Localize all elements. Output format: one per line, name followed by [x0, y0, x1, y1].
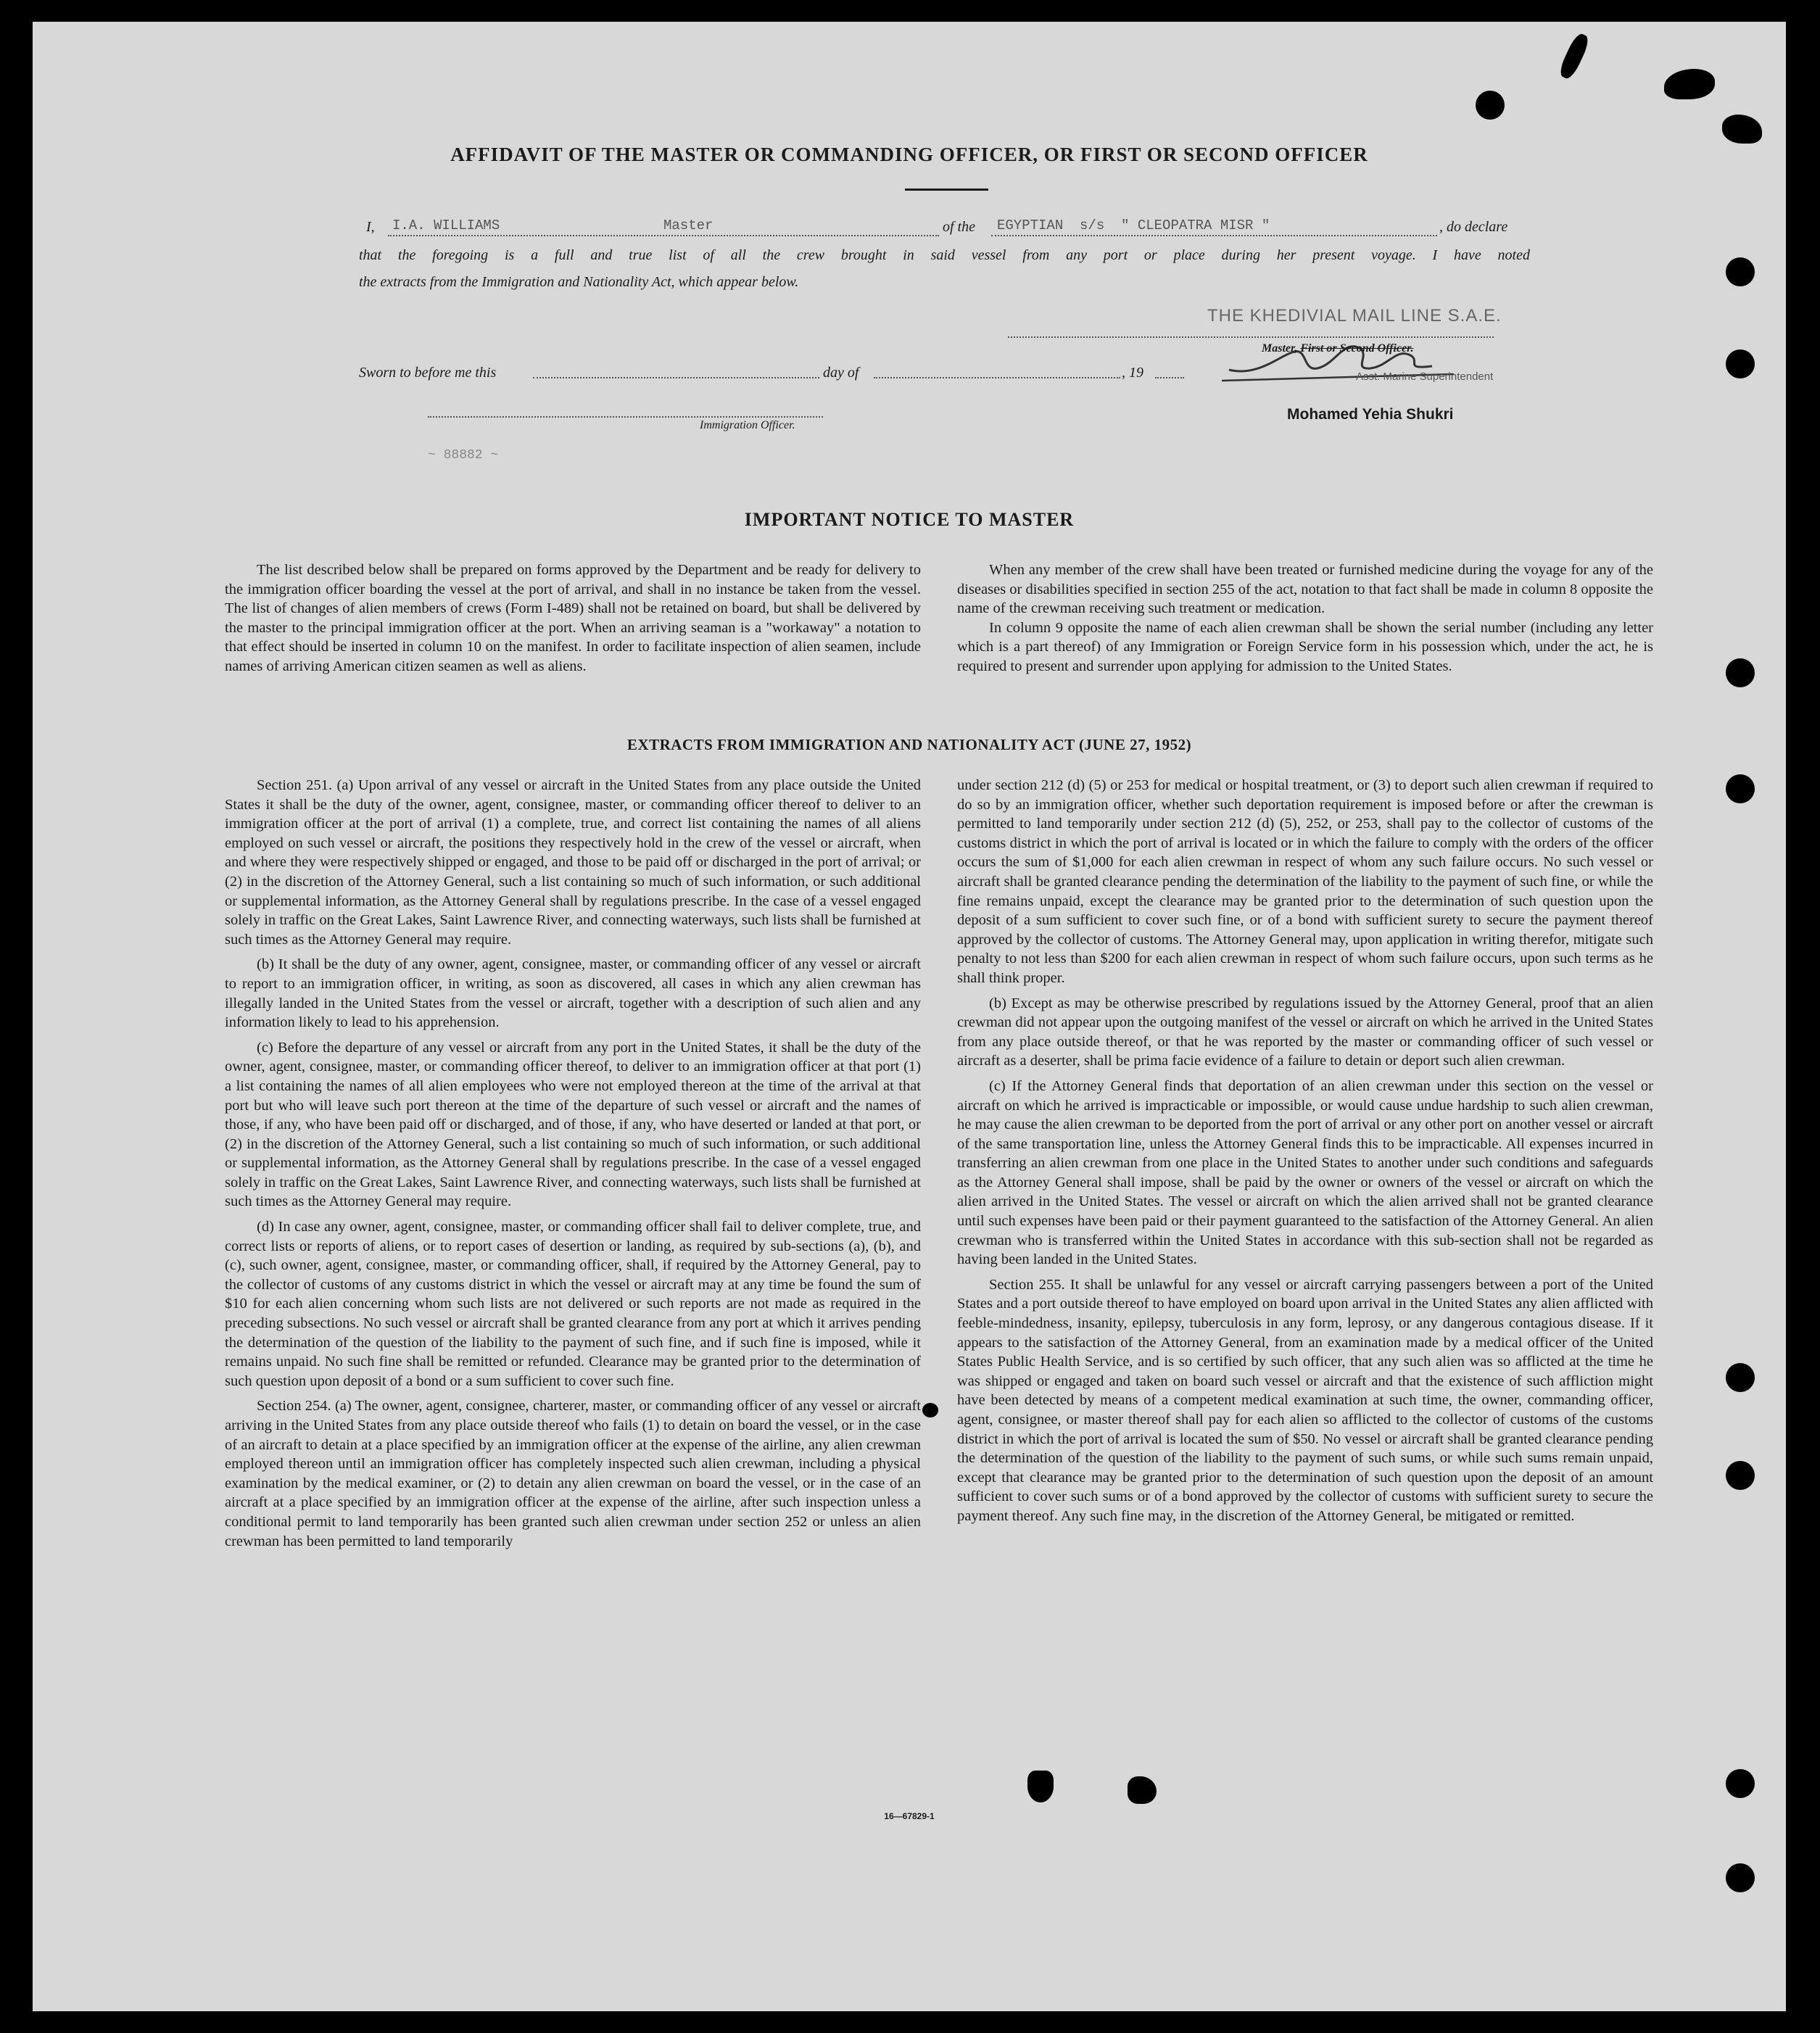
month-field — [874, 377, 1120, 378]
vessel-fill: EGYPTIAN s/s " CLEOPATRA MISR " — [997, 218, 1270, 233]
punch-hole — [1726, 1363, 1755, 1392]
signature-caption-struck: First or Second Officer. — [1300, 342, 1414, 355]
rank-fill: Master — [663, 218, 713, 233]
company-stamp: THE KHEDIVIAL MAIL LINE S.A.E. — [1207, 306, 1502, 326]
signature-caption — [1262, 342, 1414, 355]
section-254-a-cont: under section 212 (d) (5) or 253 for medical or hospital treatment, or (3) to deport such alien crewman if required to do so by an immigration officer, whether such deportation requirement is imposed before or after the crewman is permitted to land temporarily under section 212 (d) (5), 252, or 253, shall pay to the collector of customs of the customs district in which the port of arrival is located or in which the failure to comply with the orders of the officer occurs the sum of $1,000 for each alien crewman in respect of whom any such failure occurs. No such vessel or aircraft shall be granted clearance pending the determination of the liability to the payment of such fine, or while the fine remains unpaid, except the clearance may be granted prior to the determination of such question upon the deposit of a sum sufficient to cover such fine, or of a bond with sufficient surety to secure the payment thereof approved by the collector of customs. The Attorney General may, upon application in writing therefor, mitigate such penalty to not less than $200 for each alien crewman in respect of whom such failure occurs, upon such terms as he shall think proper. — [957, 777, 1653, 986]
declaration-i: I, — [366, 219, 375, 235]
day-of-label: day of — [823, 365, 859, 381]
title-rule — [905, 189, 988, 191]
punch-hole — [1726, 774, 1755, 803]
sworn-label: Sworn to before me this — [359, 365, 497, 381]
notice-left-column — [225, 560, 921, 682]
ink-blot — [1128, 1776, 1157, 1804]
do-declare: , do declare — [1439, 219, 1508, 235]
ink-blot — [1664, 69, 1715, 99]
notice-right-para-1: When any member of the crew shall have been treated or furnished medicine during the voyage for any of the diseases or disabilities specified in section 255 of the act, notation to that fact shall be made in column 8 opposite the name of the crewman receiving such treatment or medication. — [957, 562, 1653, 617]
section-251-d: (d) In case any owner, agent, consignee, master, or commanding officer shall fail to deliver complete, true, and correct lists or reports of aliens, or to report cases of desertion or landing, as required by sub-sections (a), (b), and (c), such owner, agent, consignee, master, or commanding officer, shall, if required by the Attorney General, pay to the collector of customs of any customs district in which the vessel or aircraft may at any time be found the sum of $10 for each alien concerning whom such lists are not delivered or such reports are not made as required in the preceding subsections. No such vessel or aircraft shall be granted clearance from any port at which it arrives pending the determination of the question of the liability to the payment of such fine, and if such fine is imposed, while it remains unpaid. No such fine shall be remitted or refunded. Clearance may be granted prior to the determination of such question upon deposit of a bond or a sum sufficient to cover such fine. — [225, 1219, 921, 1389]
section-254-c: (c) If the Attorney General finds that deportation of an alien crewman under this section on the vessel or aircraft on which he arrived is impracticable or impossible, or would cause undue hardship to such alien crewman, he may cause the alien crewman to be deported from the port of arrival or any other port on another vessel or aircraft of the same transportation line, unless the Attorney General finds this to be impracticable. All expenses incurred in transferring an alien crewman from one place in the United States to another under such conditions and safeguards as the Attorney General shall impose, shall be paid by the owner or owners of the vessel or aircraft on which the alien arrived in the United States. The vessel or aircraft on which the alien arrived shall not be granted clearance until such expenses have been paid or their payment guaranteed to the satisfaction of the Attorney General. An alien crewman who is transferred within the United States in accordance with this sub-section shall not be regarded as having been landed in the United States. — [957, 1077, 1653, 1268]
declaration-text-1: that the foregoing is a full and true list of all the crew brought in said vessel from any port or place during her present voyage. I have noted — [359, 247, 1530, 263]
punch-hole — [1726, 1461, 1755, 1490]
form-number: 16—67829-1 — [884, 1811, 935, 1821]
affidavit-title: AFFIDAVIT OF THE MASTER OR COMMANDING OFFICER, OR FIRST OR SECOND OFFICER — [450, 144, 1368, 165]
officer-signature-line — [428, 416, 823, 418]
ink-blot — [1557, 31, 1591, 80]
ink-blot — [1722, 115, 1762, 144]
section-254-b: (b) Except as may be otherwise prescribed by regulations issued by the Attorney General, proof that an alien crewman did not appear upon the outgoing manifest of the vessel or aircraft on which he arrived in the United States from any place outside thereof, or that he was reported by the master or commanding officer of such vessel or aircraft as a deserter, shall be prima facie evidence of a failure to detain or deport such alien crewman. — [957, 995, 1653, 1069]
stamp-name: Mohamed Yehia Shukri — [1287, 406, 1454, 423]
punch-hole — [1726, 658, 1755, 687]
vessel-field — [991, 218, 1437, 236]
punch-hole — [1726, 257, 1755, 286]
year-field — [1155, 377, 1184, 378]
notice-right-column — [957, 560, 1653, 682]
notice-title: IMPORTANT NOTICE TO MASTER — [744, 509, 1075, 530]
extracts-title: EXTRACTS FROM IMMIGRATION AND NATIONALITY ACT (JUNE 27, 1952) — [626, 736, 1192, 753]
ink-blot — [922, 1403, 938, 1417]
name-fill: I.A. WILLIAMS — [392, 218, 500, 233]
section-251-c: (c) Before the departure of any vessel or aircraft from any port in the United States, it shall be the duty of the owner, agent, consignee, master, or commanding officer thereof, to deliver to an immigration officer at that port (1) a list containing the names of all alien employees who were not employed thereon at the time of the arrival at that port but who will leave such port thereon at the time of the departure of such vessel or aircraft and the names of those, if any, who have been paid off or discharged, and of those, if any, who have deserted or landed at that port, or (2) in the discretion of the Attorney General, such a list containing so much of such information, or such additional or supplemental information, as the Attorney General shall by regulations prescribe. In the case of a vessel engaged solely in traffic on the Great Lakes, Saint Lawrence River, and connecting waterways, such lists shall be furnished at such times as the Attorney General may require. — [225, 1039, 921, 1210]
name-field — [388, 218, 939, 236]
document-page — [33, 22, 1786, 2011]
notice-left-para: The list described below shall be prepared on forms approved by the Department and be ready for delivery to the immigration officer boarding the vessel at the port of arrival, and shall in no instance be taken from the vessel. The list of changes of alien members of crews (Form I-489) shall not be retained on board, but shall be delivered by the master to the principal immigration officer at the port. When an arriving seaman is a "workaway" a notation to that effect should be inserted in column 10 on the manifest. In order to facilitate inspection of alien seamen, include names of arriving American citizen seamen as well as aliens. — [225, 562, 921, 674]
notice-right-para-2: In column 9 opposite the name of each alien crewman shall be shown the serial number (including any letter which is a part thereof) of any Immigration or Foreign Service form in his possession which, under the act, he is required to present and surrender upon applying for admission to the United States. — [957, 619, 1653, 674]
pencil-note: ~ 88882 ~ — [428, 448, 499, 463]
section-255: Section 255. It shall be unlawful for any vessel or aircraft carrying passengers between a port of the United States and a port outside thereof to have employed on board upon arrival in the United States any alien afflicted with feeble-mindedness, insanity, epilepsy, tuberculosis in any form, leprosy, or any dangerous contagious disease. If it appears to the satisfaction of the Attorney General, from an examination made by a medical officer of the United States Public Health Service, and is so certified by such officer, that any such alien was so afflicted at the time he was shipped or engaged and taken on board such vessel or aircraft and that the existence of such affliction might have been detected by means of a competent medical examination at such time, the owner, commanding officer, agent, consignee, or master thereof shall pay for each alien so afflicted to the collector of customs of the customs district in which the port of arrival is located the sum of $50. No vessel or aircraft shall be granted clearance pending the determination of the question of the liability to the payment of such sums, or while such sums remain unpaid, except that clearance may be granted prior to the determination of such question upon the deposit of an amount sufficient to cover such sums or of a bond approved by the collector of customs with sufficient surety to secure the payment thereof. Any such fine may, in the discretion of the Attorney General, be mitigated or remitted. — [957, 1276, 1653, 1524]
section-254-a: Section 254. (a) The owner, agent, consignee, charterer, master, or commanding officer of any vessel or aircraft arriving in the United States from any place outside thereof who fails (1) to detain on board the vessel, or in the case of an aircraft to detain at a place specified by an immigration officer at the expense of the airline, any alien crewman employed thereon until an immigration officer has completely inspected such alien crewman, including a physical examination by the medical examiner, or (2) to detain any alien crewman on board the vessel, or in the case of an aircraft at a place specified by an immigration officer at the expense of the airline, after such inspection unless a conditional permit to land temporarily has been granted such alien crewman under section 252 or unless an alien crewman has been permitted to land temporarily — [225, 1398, 921, 1549]
punch-hole — [1476, 91, 1505, 120]
punch-hole — [1726, 1769, 1755, 1798]
officer-caption: Immigration Officer. — [700, 419, 795, 431]
section-251-a: Section 251. (a) Upon arrival of any vessel or aircraft in the United States from any place outside the United States it shall be the duty of the owner, agent, consignee, master, or commanding officer thereof to deliver to an immigration officer at the port of arrival (1) a complete, true, and correct list containing the names of all aliens employed on such vessel or aircraft, the positions they respectively hold in the crew of the vessel or aircraft, when and where they were respectively shipped or engaged, and those to be paid off or discharged in the port of arrival; or (2) in the discretion of the Attorney General, such a list containing so much of such information, or such additional or supplemental information, as the Attorney General shall by regulations prescribe. In the case of a vessel engaged solely in traffic on the Great Lakes, Saint Lawrence River, and connecting waterways, such lists shall be furnished at such times as the Attorney General may require. — [225, 777, 921, 948]
stamp-title: Asst. Marine Superintendent — [1356, 370, 1494, 383]
declaration-text-2: the extracts from the Immigration and Nationality Act, which appear below. — [359, 274, 799, 290]
sworn-day-field — [533, 377, 819, 378]
signature-caption-master: Master, — [1262, 342, 1298, 355]
section-251-b: (b) It shall be the duty of any owner, agent, consignee, master, or commanding officer of any vessel or aircraft to report to an immigration officer, in writing, as soon as discovered, all cases in which any alien crewman has illegally landed in the United States from the vessel or aircraft, together with a description of such alien and any information likely to lead to his apprehension. — [225, 956, 921, 1031]
extracts-left-column — [225, 776, 921, 1557]
punch-hole — [1726, 1863, 1755, 1892]
punch-hole — [1726, 349, 1755, 378]
year-label: , 19 — [1122, 365, 1143, 381]
declaration-of-the: of the — [943, 219, 975, 235]
extracts-right-column — [957, 776, 1653, 1532]
ink-blot — [1027, 1771, 1054, 1802]
